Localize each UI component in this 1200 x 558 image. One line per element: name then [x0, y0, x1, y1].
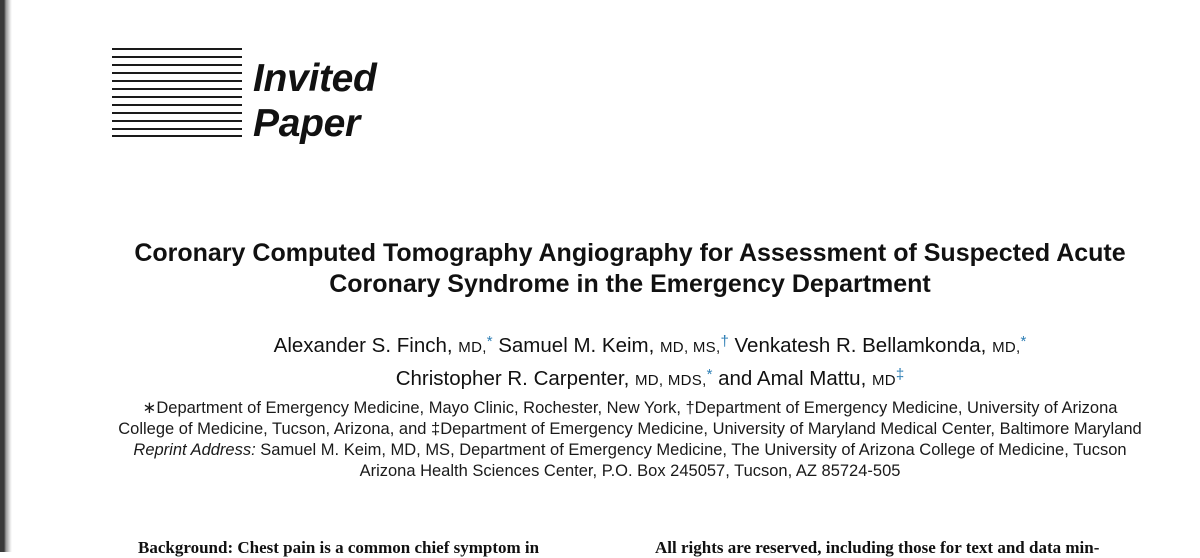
author-degrees: MD, MDS,	[635, 372, 707, 389]
reprint-label: Reprint Address:	[133, 441, 256, 459]
author-line-2	[60, 361, 1200, 394]
article-title	[60, 238, 1200, 300]
body-text-left: Background: Chest pain is a common chief symptom in	[138, 538, 540, 557]
affiliations-block	[60, 398, 1200, 482]
authors-and: and	[718, 367, 753, 390]
reprint-address: Samuel M. Keim, MD, MS, Department of Emergency Medicine, The University of Arizona College of Medicine, Tucson	[260, 441, 1127, 459]
reprint-line-2: Arizona Health Sciences Center, P.O. Box 245057, Tucson, AZ 85724-505	[359, 462, 901, 480]
affiliation-mark: *	[1020, 333, 1027, 350]
badge-line-1: Invited	[253, 57, 377, 100]
affiliation-mark: †	[720, 333, 729, 350]
body-text-right: All rights are reserved, including those for text and data min-	[655, 538, 1100, 557]
author-name: Christopher R. Carpenter,	[395, 367, 630, 390]
affiliation-mark: *	[706, 366, 713, 383]
author-name: Amal Mattu,	[756, 367, 867, 390]
invited-paper-lines-icon	[112, 48, 242, 136]
author-degrees: MD	[871, 372, 896, 389]
invited-paper-badge	[253, 56, 377, 146]
author-line-1	[60, 328, 1200, 361]
reprint-line-1	[60, 440, 1200, 461]
author-degrees: MD,	[458, 339, 487, 356]
title-line-1: Coronary Computed Tomography Angiography for Assessment of Suspected Acute	[134, 239, 1126, 267]
author-name: Venkatesh R. Bellamkonda,	[734, 334, 987, 357]
badge-line-2: Paper	[253, 102, 360, 145]
author-list	[60, 328, 1200, 394]
author-degrees: MD, MS,	[660, 339, 721, 356]
page-edge-shadow	[0, 0, 12, 552]
title-line-2: Coronary Syndrome in the Emergency Department	[329, 270, 931, 298]
author-name: Alexander S. Finch,	[273, 334, 453, 357]
author-degrees: MD,	[992, 339, 1021, 356]
affiliation-line-1: ∗Department of Emergency Medicine, Mayo Clinic, Rochester, New York, †Department of Emergency Medicine, University of Arizona	[142, 399, 1118, 417]
affiliation-line-2: College of Medicine, Tucson, Arizona, and ‡Department of Emergency Medicine, University of Maryland Medical Center, Baltimore Maryland	[118, 420, 1142, 438]
author-name: Samuel M. Keim,	[498, 334, 655, 357]
affiliation-mark: ‡	[895, 366, 905, 383]
affiliation-mark: *	[486, 333, 493, 350]
